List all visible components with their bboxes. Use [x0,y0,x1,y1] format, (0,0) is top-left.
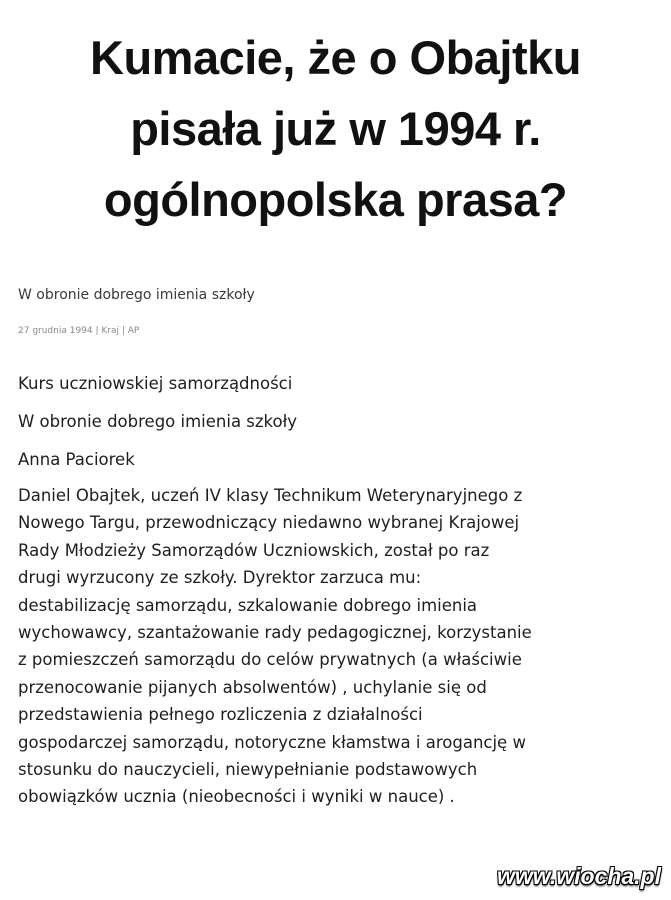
paragraph-line: Rady Młodzieży Samorządów Uczniowskich, został po raz [18,540,490,560]
headline-line: pisała już w 1994 r. [130,102,541,155]
headline-line: ogólnopolska prasa? [103,173,568,226]
paragraph-line: przedstawienia pełnego rozliczenia z działalności [18,705,423,725]
headline [0,22,671,235]
paragraph-line: drugi wyrzucony ze szkoły. Dyrektor zarzuca mu: [18,568,422,588]
paragraph-line: obowiązków ucznia (nieobecności i wyniki w nauce) . [18,787,455,807]
headline-line: Kumacie, że o Obajtku [90,31,581,84]
paragraph-line: Nowego Targu, przewodniczący niedawno wybranej Krajowej [18,513,520,533]
paragraph-line: z pomieszczeń samorządu do celów prywatnych (a właściwie [18,650,522,670]
article-paragraph [18,482,663,811]
article-body [18,373,663,811]
paragraph-line: stosunku do nauczycieli, niewypełnianie podstawowych [18,759,478,779]
author: Anna Paciorek [18,450,135,469]
section-heading: Kurs uczniowskiej samorządności [18,374,293,393]
paragraph-line: wychowawcy, szantażowanie rady pedagogicznej, korzystanie [18,622,532,642]
article-title: W obronie dobrego imienia szkoły [18,287,255,303]
watermark: www.wiocha.pl [497,863,661,889]
subheading: W obronie dobrego imienia szkoły [18,412,298,431]
paragraph-line: gospodarczej samorządu, notoryczne kłamstwa i arogancję w [18,732,526,752]
paragraph-line: destabilizację samorządu, szkalowanie dobrego imienia [18,595,478,615]
paragraph-line: przenocowanie pijanych absolwentów) , uchylanie się od [18,677,487,697]
article-meta: 27 grudnia 1994 | Kraj | AP [18,326,140,336]
paragraph-line: Daniel Obajtek, uczeń IV klasy Technikum Weterynaryjnego z [18,486,523,505]
